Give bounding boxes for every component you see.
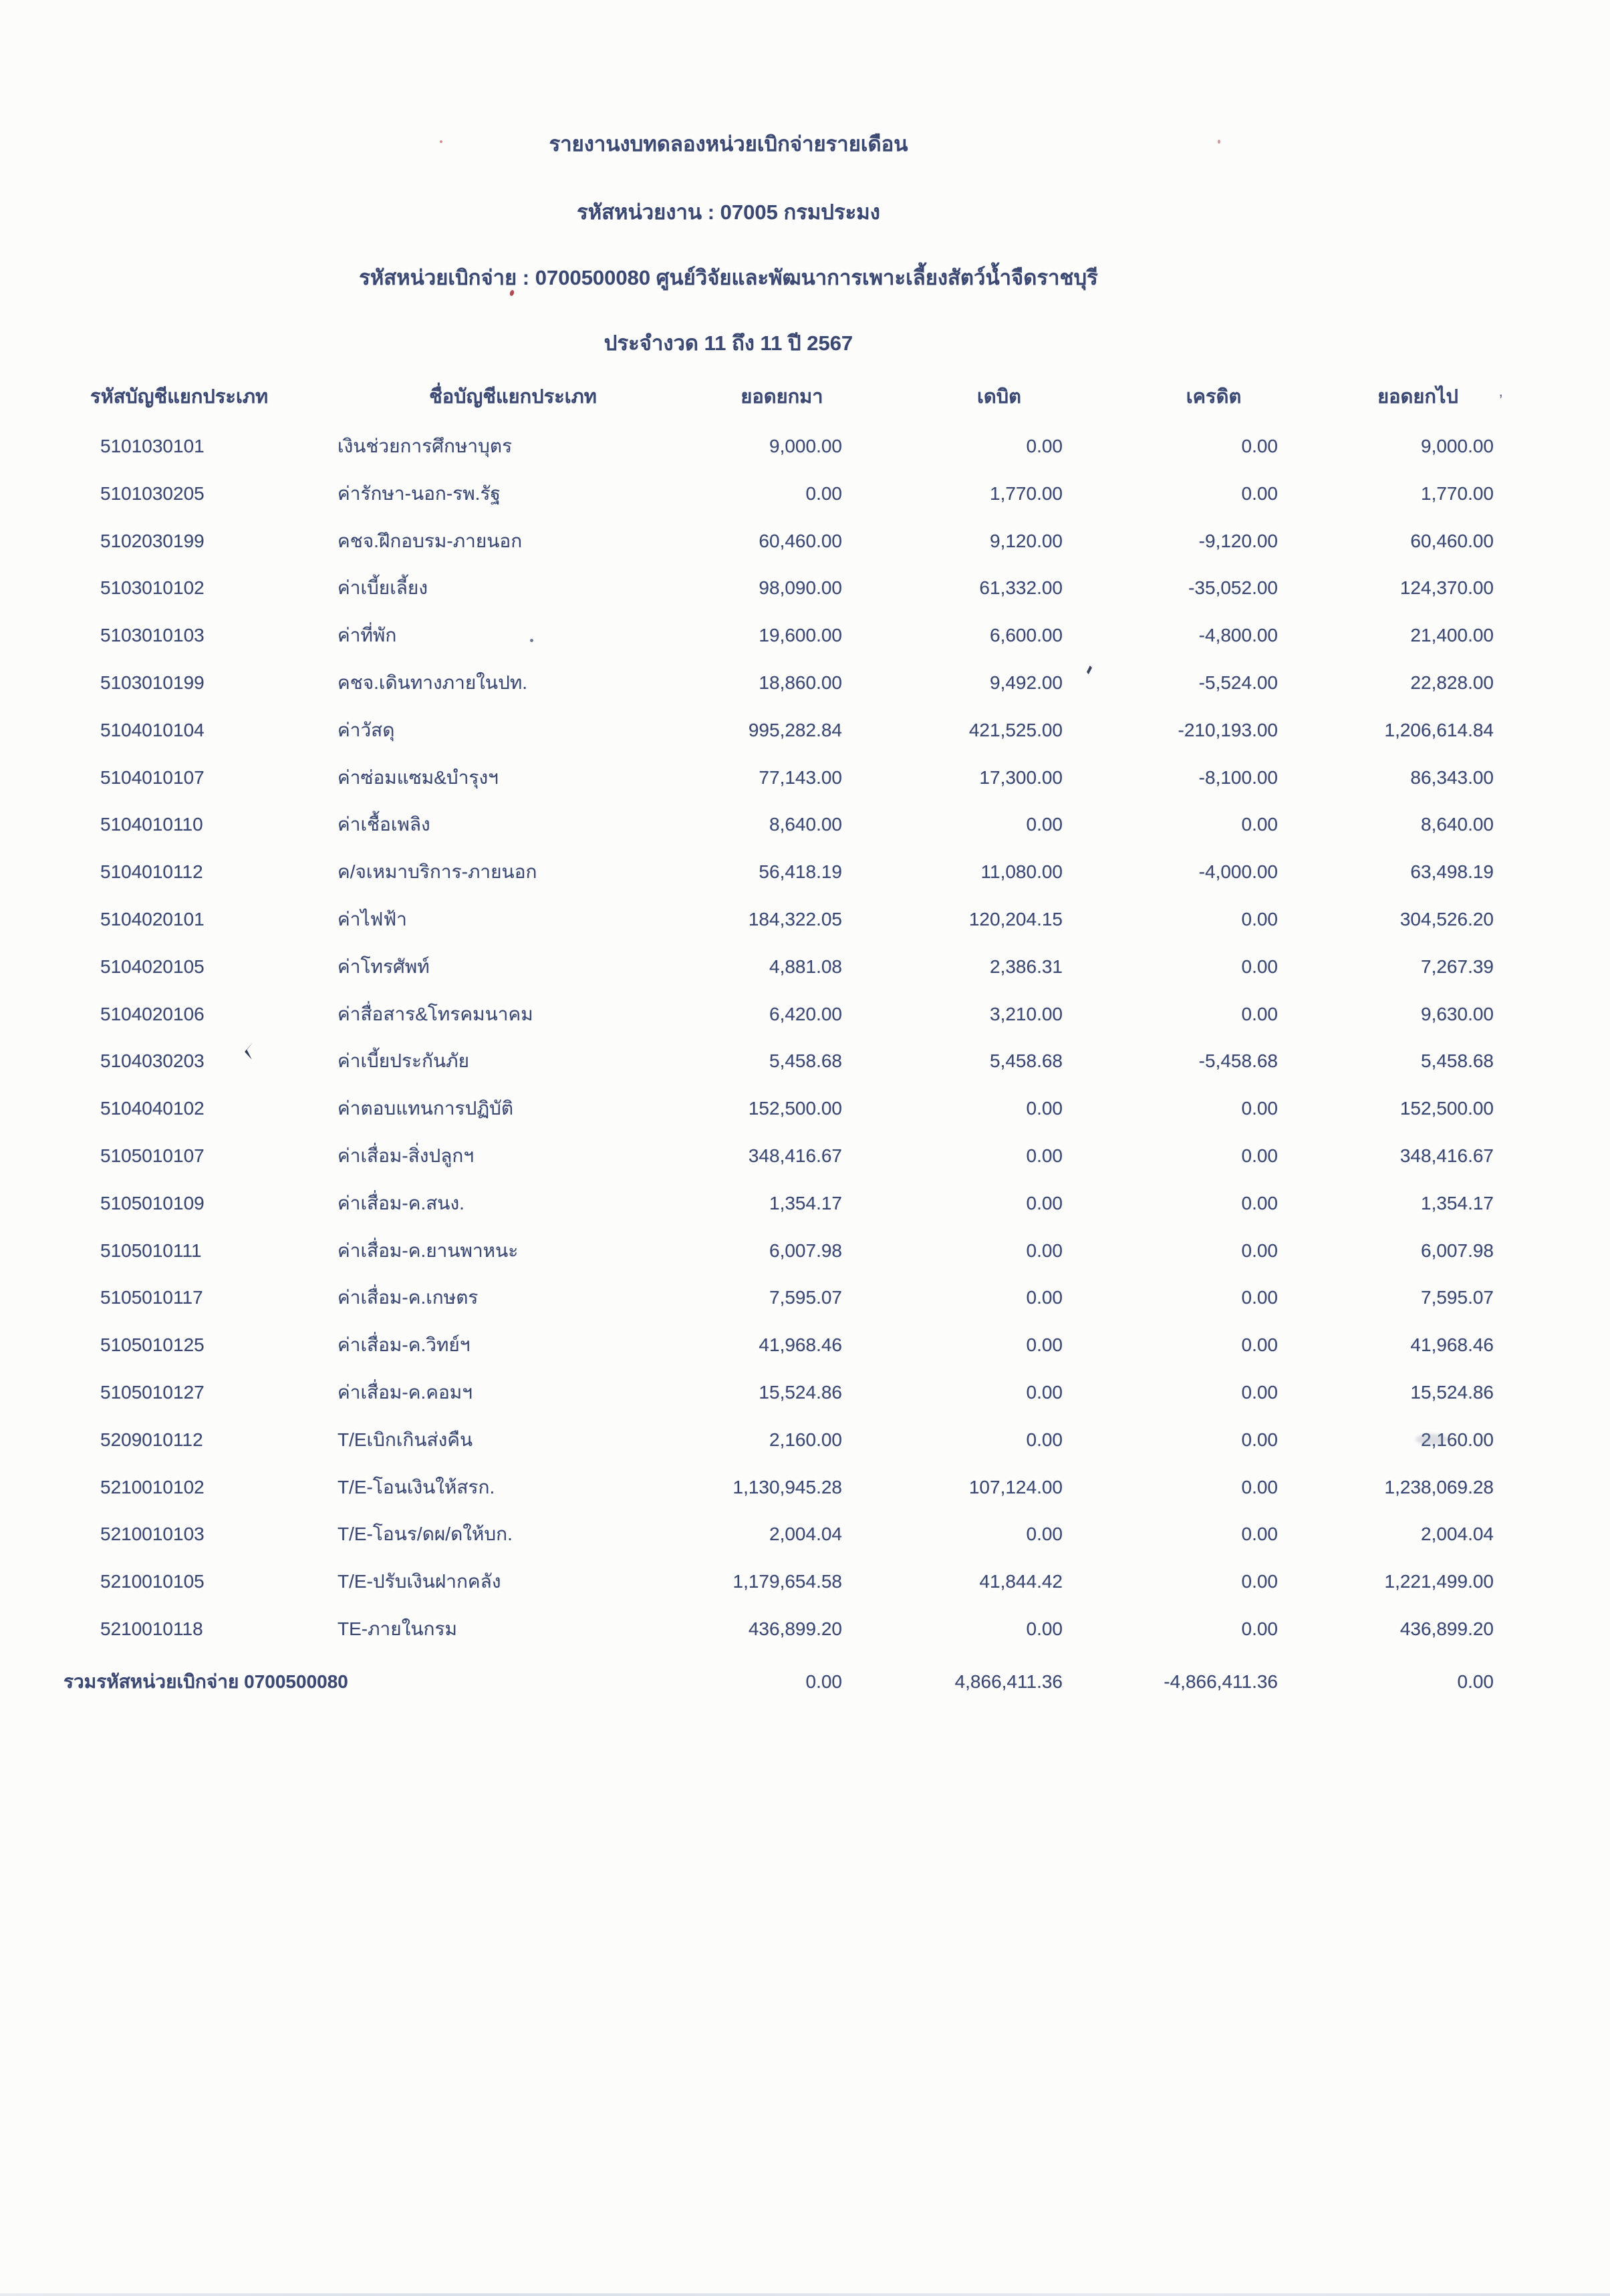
account-code: 5103010199	[100, 672, 205, 693]
balance-carried-value: 1,221,499.00	[1384, 1571, 1494, 1592]
account-name: คชจ.เดินทางภายในปท.	[338, 672, 528, 693]
total-label: รวมรหัสหน่วยเบิกจ่าย 0700500080	[63, 1671, 348, 1692]
total-balance-carried: 0.00	[1457, 1671, 1494, 1692]
debit-value: 107,124.00	[968, 1476, 1063, 1497]
balance-forward-value: 56,418.19	[759, 861, 842, 883]
account-name: ค่าวัสดุ	[338, 719, 395, 740]
account-name: ค/จเหมาบริการ-ภายนอก	[338, 861, 537, 883]
table-row	[100, 813, 1494, 861]
debit-value: 421,525.00	[968, 719, 1063, 740]
account-name: TE-ภายในกรม	[338, 1618, 457, 1639]
balance-forward-value: 19,600.00	[759, 625, 842, 646]
balance-carried-value: 60,460.00	[1410, 530, 1494, 551]
balance-forward-value: 436,899.20	[748, 1618, 842, 1639]
account-name: ค่าเสื่อม-ค.สนง.	[338, 1192, 464, 1213]
balance-forward-value: 184,322.05	[748, 908, 842, 929]
account-code: 5210010102	[100, 1476, 205, 1497]
balance-carried-value: 1,770.00	[1421, 482, 1494, 504]
credit-value: 0.00	[1241, 956, 1278, 977]
table-row	[100, 1286, 1494, 1334]
column-header-account-name: ชื่อบัญชีแยกประเภท	[429, 386, 597, 408]
account-name: ค่าสื่อสาร&โทรคมนาคม	[338, 1003, 533, 1024]
balance-forward-value: 1,354.17	[769, 1192, 842, 1213]
account-name: คชจ.ฝึกอบรม-ภายนอก	[338, 530, 523, 551]
ink-dot	[530, 639, 533, 642]
balance-carried-value: 7,595.07	[1421, 1287, 1494, 1308]
credit-value: 0.00	[1241, 1476, 1278, 1497]
table-row	[100, 577, 1494, 624]
table-row	[100, 1097, 1494, 1145]
total-credit: -4,866,411.36	[1164, 1671, 1278, 1692]
unit-code-line: รหัสหน่วยเบิกจ่าย : 0700500080 ศูนย์วิจัยและพัฒนาการเพาะเลี้ยงสัตว์น้ำจืดราชบุรี	[359, 266, 1098, 289]
table-row	[100, 1476, 1494, 1524]
account-name: ค่าเสื่อม-ค.วิทย์ฯ	[338, 1334, 471, 1356]
balance-carried-value: 1,206,614.84	[1384, 719, 1494, 740]
account-code: 5104010110	[100, 814, 203, 835]
credit-value: 0.00	[1241, 1334, 1278, 1356]
account-name: ค่าเสื่อม-สิ่งปลูกฯ	[338, 1145, 475, 1166]
balance-forward-value: 77,143.00	[759, 766, 842, 788]
account-name: เงินช่วยการศึกษาบุตร	[338, 436, 513, 456]
credit-value: 0.00	[1241, 1524, 1278, 1545]
agency-code-line: รหัสหน่วยงาน : 07005 กรมประมง	[577, 200, 880, 224]
account-code: 5105010125	[100, 1334, 205, 1356]
column-header-credit: เครดิต	[1186, 386, 1242, 408]
balance-forward-value: 98,090.00	[759, 577, 842, 599]
balance-carried-value: 63,498.19	[1410, 861, 1494, 883]
balance-carried-value: 9,630.00	[1421, 1003, 1494, 1024]
account-code: 5104020105	[100, 956, 205, 977]
balance-carried-value: 1,354.17	[1421, 1192, 1494, 1213]
account-name: T/E-ปรับเงินฝากคลัง	[338, 1571, 501, 1592]
balance-forward-value: 995,282.84	[748, 719, 842, 740]
balance-forward-value: 4,881.08	[769, 956, 842, 977]
debit-value: 0.00	[1026, 814, 1063, 835]
stray-ink-mark: ’	[1499, 392, 1503, 410]
account-code: 5209010112	[100, 1429, 203, 1450]
debit-value: 0.00	[1026, 1240, 1063, 1261]
account-code: 5104020101	[100, 908, 205, 929]
balance-forward-value: 6,420.00	[769, 1003, 842, 1024]
debit-value: 0.00	[1026, 1287, 1063, 1308]
debit-value: 0.00	[1026, 1192, 1063, 1213]
table-row	[100, 1050, 1494, 1097]
balance-carried-value: 2,004.04	[1421, 1524, 1494, 1545]
account-code: 5103010103	[100, 625, 205, 646]
credit-value: 0.00	[1241, 436, 1278, 456]
balance-carried-value: 7,267.39	[1421, 956, 1494, 977]
balance-carried-value: 21,400.00	[1410, 625, 1494, 646]
table-row	[100, 1570, 1494, 1618]
debit-value: 9,120.00	[990, 530, 1063, 551]
table-row	[100, 1334, 1494, 1381]
credit-value: -5,458.68	[1198, 1050, 1278, 1072]
red-ink-speck	[1218, 140, 1220, 144]
credit-value: 0.00	[1241, 482, 1278, 504]
account-name: ค่าเบี้ยเลี้ยง	[338, 577, 428, 599]
table-row	[100, 1618, 1494, 1665]
debit-value: 5,458.68	[990, 1050, 1063, 1072]
account-name: ค่าเสื่อม-ค.ยานพาหนะ	[338, 1240, 519, 1261]
debit-value: 6,600.00	[990, 625, 1063, 646]
account-code: 5101030101	[100, 436, 205, 456]
debit-value: 0.00	[1026, 1618, 1063, 1639]
table-row	[100, 1003, 1494, 1050]
account-name: ค่ารักษา-นอก-รพ.รัฐ	[338, 482, 501, 504]
account-code: 5104020106	[100, 1003, 205, 1024]
credit-value: 0.00	[1241, 1145, 1278, 1166]
credit-value: 0.00	[1241, 814, 1278, 835]
table-row	[100, 1381, 1494, 1429]
account-code: 5210010118	[100, 1618, 203, 1639]
table-row	[100, 1523, 1494, 1570]
debit-value: 0.00	[1026, 436, 1063, 456]
account-code: 5104010104	[100, 719, 205, 740]
total-row	[63, 1671, 1494, 1693]
account-code: 5210010105	[100, 1571, 205, 1592]
red-ink-speck	[509, 289, 515, 296]
balance-forward-value: 6,007.98	[769, 1240, 842, 1261]
account-code: 5105010109	[100, 1192, 205, 1213]
credit-value: -5,524.00	[1198, 672, 1278, 693]
balance-carried-value: 22,828.00	[1410, 672, 1494, 693]
account-name: ค่าเชื้อเพลิง	[338, 814, 430, 835]
account-name: T/Eเบิกเกินส่งคืน	[338, 1429, 473, 1450]
credit-value: 0.00	[1241, 1192, 1278, 1213]
table-row	[100, 1192, 1494, 1240]
balance-carried-value: 1,238,069.28	[1384, 1476, 1494, 1497]
credit-value: 0.00	[1241, 908, 1278, 929]
balance-carried-value: 304,526.20	[1399, 908, 1494, 929]
account-code: 5104010112	[100, 861, 203, 883]
credit-value: -4,800.00	[1198, 625, 1278, 646]
account-name: ค่าซ่อมแซม&บำรุงฯ	[338, 766, 499, 788]
debit-value: 0.00	[1026, 1524, 1063, 1545]
credit-value: 0.00	[1241, 1240, 1278, 1261]
credit-value: -9,120.00	[1198, 530, 1278, 551]
debit-value: 0.00	[1026, 1145, 1063, 1166]
balance-forward-value: 1,130,945.28	[732, 1476, 842, 1497]
debit-value: 41,844.42	[979, 1571, 1063, 1592]
account-name: ค่าไฟฟ้า	[338, 908, 407, 929]
credit-value: -4,000.00	[1198, 861, 1278, 883]
account-code: 5102030199	[100, 530, 205, 551]
account-code: 5104030203	[100, 1050, 205, 1072]
table-row	[100, 956, 1494, 1003]
account-name: ค่าเสื่อม-ค.เกษตร	[338, 1287, 479, 1308]
balance-forward-value: 348,416.67	[748, 1145, 842, 1166]
credit-value: 0.00	[1241, 1618, 1278, 1639]
account-code: 5104040102	[100, 1098, 205, 1119]
scan-smudge	[1416, 1434, 1448, 1445]
account-code: 5103010102	[100, 577, 205, 599]
debit-value: 11,080.00	[980, 861, 1063, 883]
account-name: T/E-โอนร/ดผ/ดให้บก.	[338, 1524, 513, 1545]
balance-carried-value: 348,416.67	[1399, 1145, 1494, 1166]
account-name: ค่าเสื่อม-ค.คอมฯ	[338, 1381, 473, 1403]
balance-forward-value: 18,860.00	[759, 672, 842, 693]
red-ink-speck	[440, 140, 442, 143]
balance-forward-value: 2,004.04	[769, 1524, 842, 1545]
total-balance-forward: 0.00	[805, 1671, 842, 1692]
debit-value: 0.00	[1026, 1334, 1063, 1356]
balance-forward-value: 9,000.00	[769, 436, 842, 456]
table-row	[100, 719, 1494, 766]
balance-carried-value: 41,968.46	[1410, 1334, 1494, 1356]
balance-carried-value: 152,500.00	[1399, 1098, 1494, 1119]
table-row	[100, 1240, 1494, 1287]
balance-forward-value: 60,460.00	[759, 530, 842, 551]
balance-carried-value: 86,343.00	[1410, 766, 1494, 788]
debit-value: 2,386.31	[990, 956, 1063, 977]
account-code: 5104010107	[100, 766, 205, 788]
debit-value: 61,332.00	[979, 577, 1063, 599]
column-header-balance-carried: ยอดยกไป	[1377, 386, 1458, 408]
total-debit: 4,866,411.36	[954, 1671, 1063, 1692]
table-body	[100, 435, 1494, 1665]
balance-carried-value: 8,640.00	[1421, 814, 1494, 835]
table-row	[100, 530, 1494, 577]
balance-forward-value: 5,458.68	[769, 1050, 842, 1072]
debit-value: 0.00	[1026, 1381, 1063, 1403]
table-row	[100, 672, 1494, 719]
credit-value: 0.00	[1241, 1287, 1278, 1308]
table-header-row	[90, 381, 1494, 412]
account-name: ค่าโทรศัพท์	[338, 956, 430, 977]
balance-carried-value: 9,000.00	[1421, 436, 1494, 456]
balance-carried-value: 5,458.68	[1421, 1050, 1494, 1072]
account-name: T/E-โอนเงินให้สรก.	[338, 1476, 495, 1497]
account-name: ค่าที่พัก	[338, 625, 397, 646]
balance-forward-value: 41,968.46	[759, 1334, 842, 1356]
balance-forward-value: 0.00	[805, 482, 842, 504]
balance-forward-value: 1,179,654.58	[732, 1571, 842, 1592]
report-title: รายงานงบทดลองหน่วยเบิกจ่ายรายเดือน	[549, 132, 908, 156]
credit-value: 0.00	[1241, 1098, 1278, 1119]
credit-value: -8,100.00	[1198, 766, 1278, 788]
balance-carried-value: 6,007.98	[1421, 1240, 1494, 1261]
table-row	[100, 766, 1494, 814]
table-row	[100, 861, 1494, 908]
credit-value: 0.00	[1241, 1003, 1278, 1024]
account-code: 5105010107	[100, 1145, 205, 1166]
balance-carried-value: 15,524.86	[1410, 1381, 1494, 1403]
scan-edge-strip	[0, 2293, 1610, 2296]
table-row	[100, 482, 1494, 530]
account-code: 5105010111	[100, 1240, 202, 1261]
balance-forward-value: 152,500.00	[748, 1098, 842, 1119]
account-name: ค่าเบี้ยประกันภัย	[338, 1050, 470, 1072]
balance-carried-value: 124,370.00	[1399, 577, 1494, 599]
table-row	[100, 1145, 1494, 1192]
period-line: ประจำงวด 11 ถึง 11 ปี 2567	[603, 331, 853, 355]
balance-forward-value: 7,595.07	[769, 1287, 842, 1308]
debit-value: 0.00	[1026, 1098, 1063, 1119]
debit-value: 3,210.00	[990, 1003, 1063, 1024]
debit-value: 120,204.15	[968, 908, 1063, 929]
credit-value: 0.00	[1241, 1571, 1278, 1592]
table-row	[100, 908, 1494, 956]
debit-value: 9,492.00	[990, 672, 1063, 693]
balance-carried-value: 436,899.20	[1399, 1618, 1494, 1639]
account-code: 5105010117	[100, 1287, 203, 1308]
credit-value: 0.00	[1241, 1381, 1278, 1403]
credit-value: -35,052.00	[1188, 577, 1278, 599]
account-name: ค่าตอบแทนการปฏิบัติ	[338, 1098, 514, 1119]
debit-value: 17,300.00	[979, 766, 1063, 788]
account-code: 5101030205	[100, 482, 205, 504]
balance-carried-value: 2,160.00	[1421, 1429, 1494, 1450]
credit-value: 0.00	[1241, 1429, 1278, 1450]
balance-forward-value: 15,524.86	[759, 1381, 842, 1403]
debit-value: 1,770.00	[990, 482, 1063, 504]
balance-forward-value: 2,160.00	[769, 1429, 842, 1450]
table-row	[100, 1429, 1494, 1476]
table-row	[100, 624, 1494, 672]
table-row	[100, 435, 1494, 482]
balance-forward-value: 8,640.00	[769, 814, 842, 835]
column-header-balance-forward: ยอดยกมา	[741, 386, 823, 408]
column-header-debit: เดบิต	[977, 386, 1021, 408]
credit-value: -210,193.00	[1178, 719, 1278, 740]
debit-value: 0.00	[1026, 1429, 1063, 1450]
account-code: 5105010127	[100, 1381, 205, 1403]
account-code: 5210010103	[100, 1524, 205, 1545]
column-header-account-code: รหัสบัญชีแยกประเภท	[90, 386, 269, 408]
